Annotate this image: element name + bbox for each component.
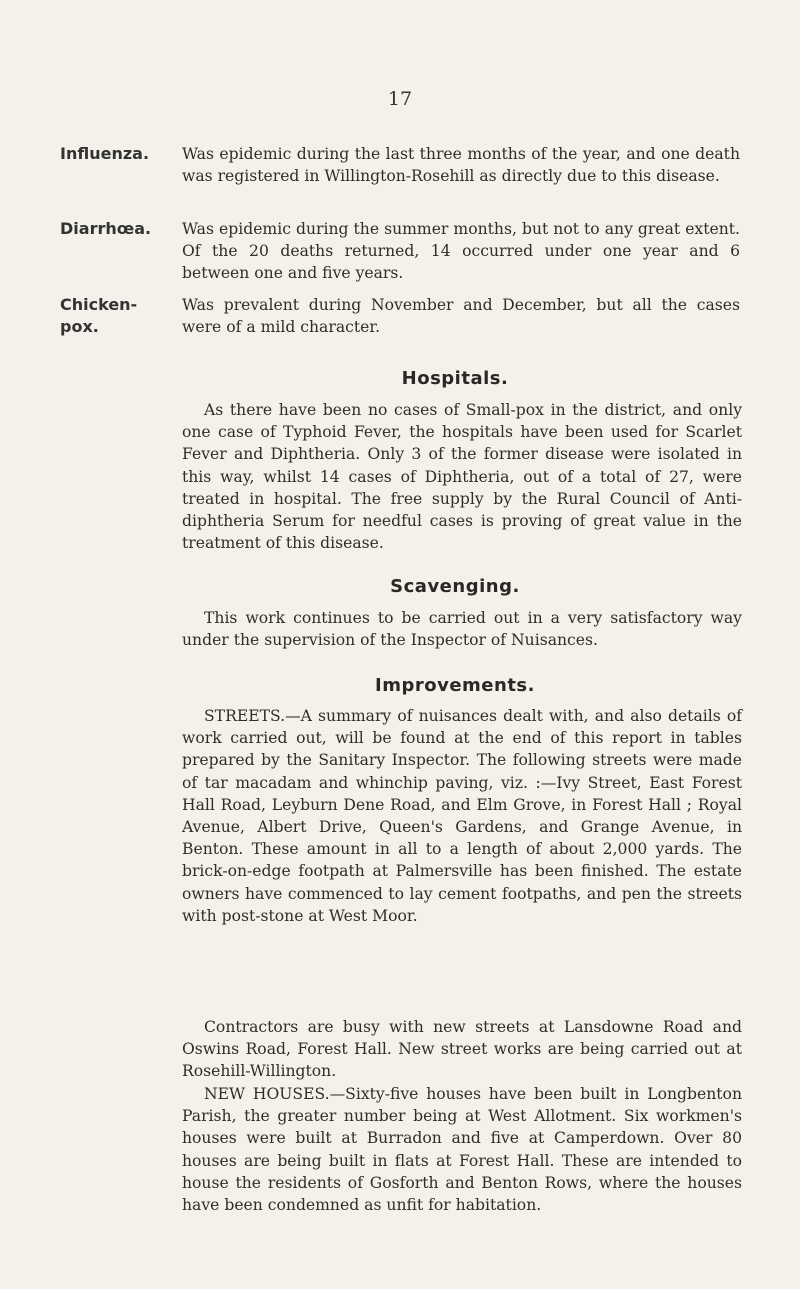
scavenging-text: This work continues to be carried out in a very satisfactory way under the supervision of the Inspector of Nuisances. (182, 609, 742, 650)
chickenpox-term (60, 294, 137, 338)
diarrhoea-entry (60, 218, 740, 284)
influenza-entry (60, 143, 740, 187)
influenza-term: Influenza. (60, 144, 150, 163)
improvements-heading: Improvements. (375, 675, 535, 696)
streets-paragraph: STREETS.—A summary of nuisances dealt with, and also details of work carried out, will be found at the end of this report in tables prepared by the Sanitary Inspector. The following streets were made of tar macadam and whinchip paving, viz. :—Ivy Street, East Forest Hall Road, Leyburn Dene Road, and Elm Grove, in Forest Hall ; Royal Avenue, Albert Drive, Queen's Gardens, and Grange Avenue, in Benton. These amount in all to a length of about 2,000 yards. The brick-on-edge footpath at Palmersville has been finished. The estate owners have commenced to lay cement footpaths, and pen the streets with post-stone at West Moor. (182, 707, 742, 925)
contractors-paragraph: Contractors are busy with new streets at Lansdowne Road and Oswins Road, Forest Hall. New street works are being carried out at Rosehill-Willington. (182, 1018, 742, 1081)
hospitals-heading: Hospitals. (401, 368, 509, 389)
hospitals-text: As there have been no cases of Small-pox in the district, and only one case of Typhoid Fever, the hospitals have been used for Scarlet Fever and Diphtheria. Only 3 of the former disease were isolated in this way, whilst 14 cases of Diphtheria, out of a total of 27, were treated in hospital. The free supply by the Rural Council of Anti-diphtheria Serum for needful cases is proving of great value in the treatment of this disease. (182, 401, 742, 553)
diarrhoea-term: Diarrhœa. (60, 219, 152, 238)
scavenging-heading: Scavenging. (390, 576, 520, 597)
diarrhoea-text: Was epidemic during the summer months, but not to any great extent. Of the 20 deaths returned, 14 occurred under one year and 6 between one and five years. (182, 220, 740, 282)
chickenpox-text: Was prevalent during November and December, but all the cases were of a mild character. (182, 296, 740, 336)
influenza-text: Was epidemic during the last three months of the year, and one death was registered in Willington-Rosehill as directly due to this disease. (182, 145, 740, 185)
chickenpox-term-line2: pox. (60, 317, 99, 336)
chickenpox-entry (60, 294, 740, 338)
new-houses-paragraph: NEW HOUSES.—Sixty-five houses have been built in Longbenton Parish, the greater number being at West Allotment. Six workmen's houses were built at Burradon and five at Camperdown. Over 80 houses are being built in flats at Forest Hall. These are intended to house the residents of Gosforth and Benton Rows, where the houses have been condemned as unfit for habitation. (182, 1085, 742, 1215)
page-number: 17 (387, 88, 413, 110)
chickenpox-term-line1: Chicken- (60, 295, 138, 314)
